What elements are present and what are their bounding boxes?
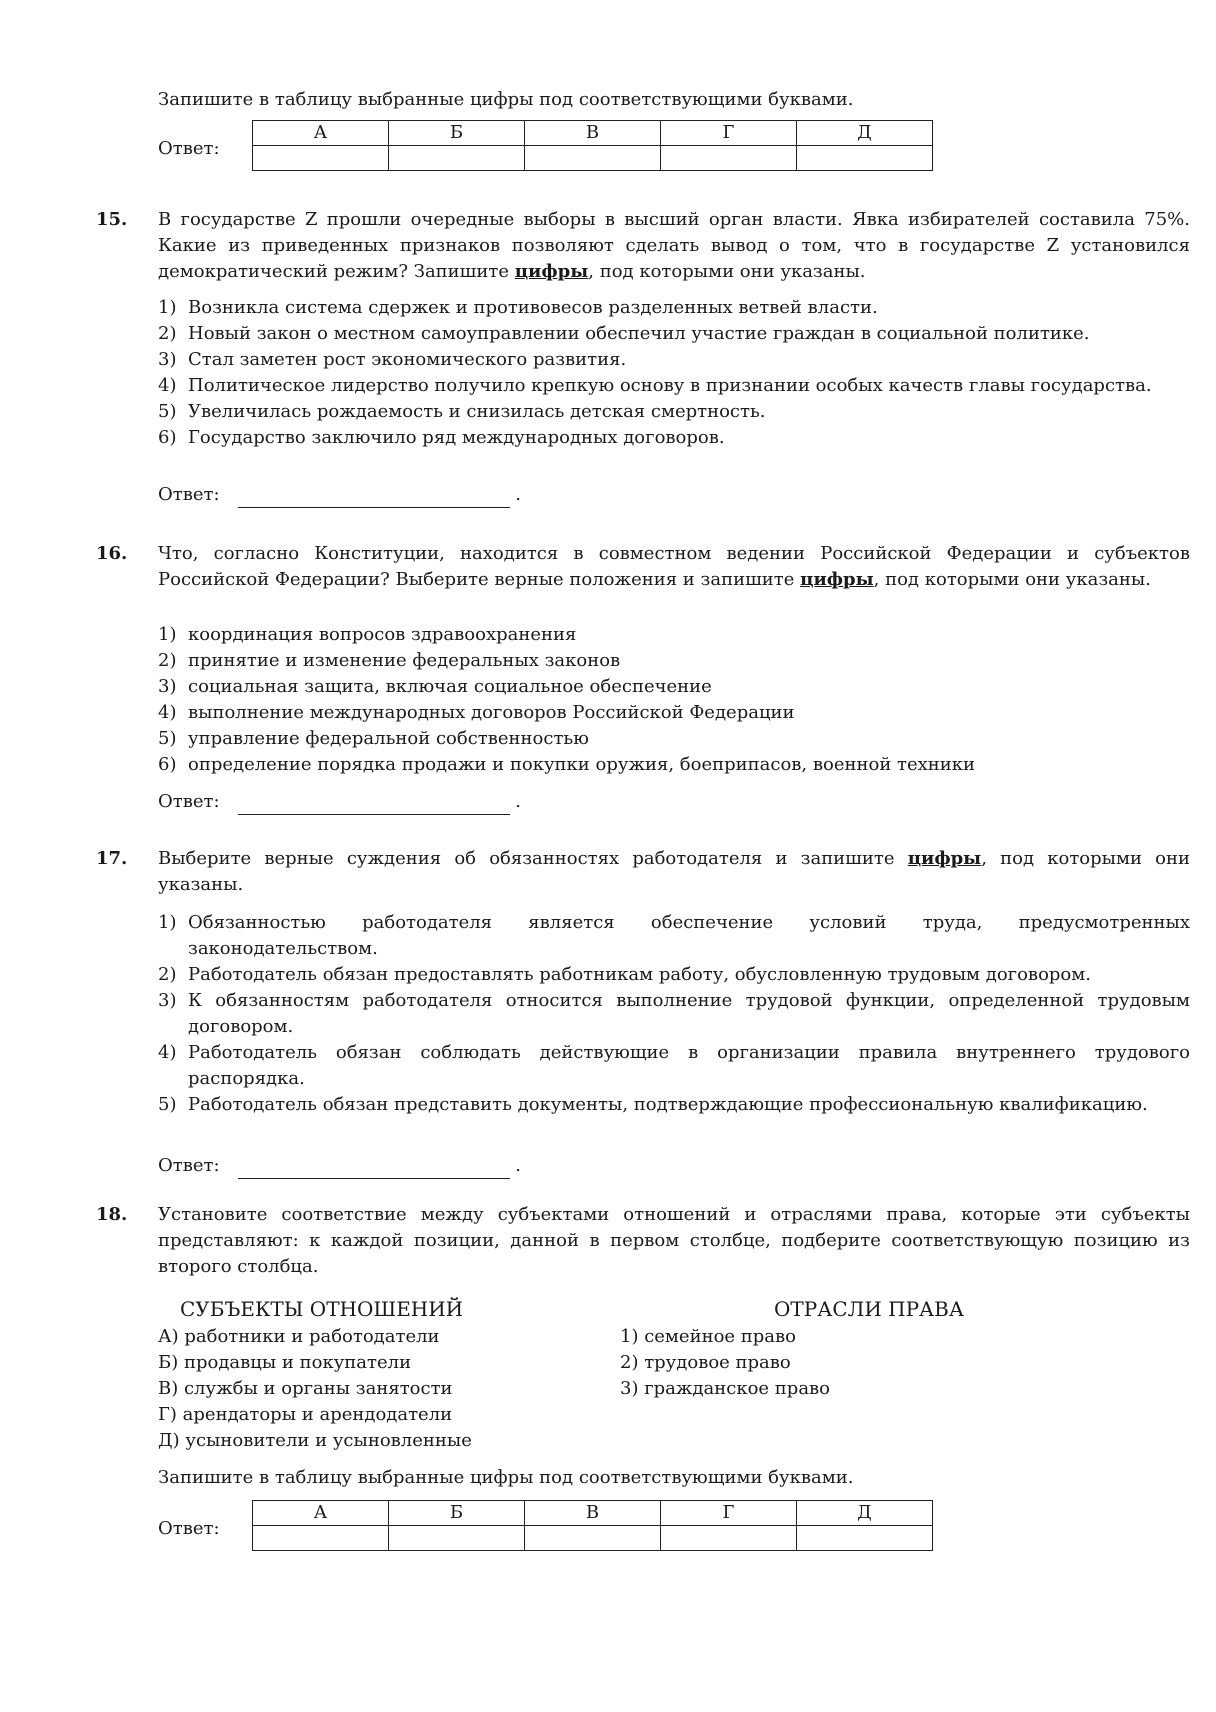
- left-column-item: А) работники и работодатели: [158, 1326, 440, 1347]
- question-emphasis: цифры: [907, 848, 982, 869]
- answer-cell[interactable]: [797, 146, 933, 171]
- option-number: 5): [158, 728, 177, 749]
- option-text: определение порядка продажи и покупки оружия, боеприпасов, военной техники: [188, 754, 976, 775]
- answer-dot: .: [515, 791, 521, 812]
- answer-label-top: Ответ:: [158, 138, 220, 159]
- option-text: Возникла система сдержек и противовесов разделенных ветвей власти.: [188, 297, 878, 318]
- letter-cell: Г: [661, 121, 797, 146]
- option-item: [158, 648, 1190, 674]
- option-item: [158, 674, 1190, 700]
- option-item: [158, 399, 1190, 425]
- option-item: [158, 700, 1190, 726]
- options-list-15: [158, 295, 1190, 451]
- answer-cell[interactable]: [389, 146, 525, 171]
- right-column-item: 2) трудовое право: [620, 1352, 791, 1373]
- letter-cell: В: [525, 1501, 661, 1526]
- option-text: Новый закон о местном самоуправлении обеспечил участие граждан в социальной политике.: [188, 323, 1090, 344]
- option-number: 3): [158, 349, 177, 370]
- option-number: 4): [158, 1042, 177, 1063]
- question-emphasis: цифры: [514, 261, 589, 282]
- option-number: 2): [158, 650, 177, 671]
- option-item: [158, 726, 1190, 752]
- letter-cell: Б: [389, 1501, 525, 1526]
- answer-cell[interactable]: [389, 1526, 525, 1551]
- left-column-heading: СУБЪЕКТЫ ОТНОШЕНИЙ: [180, 1297, 464, 1321]
- answer-label: Ответ:: [158, 791, 220, 812]
- option-item: [158, 1092, 1190, 1118]
- option-text: принятие и изменение федеральных законов: [188, 650, 621, 671]
- option-number: 6): [158, 427, 177, 448]
- option-number: 4): [158, 702, 177, 723]
- option-item: [158, 910, 1190, 962]
- answer-line-15[interactable]: [238, 487, 510, 508]
- letter-cell: А: [253, 1501, 389, 1526]
- option-number: 5): [158, 1094, 177, 1115]
- option-text: Работодатель обязан соблюдать действующие в организации правила внутреннего трудового распорядка.: [188, 1042, 1190, 1089]
- question-number-16: 16.: [96, 543, 128, 564]
- answer-line-16[interactable]: [238, 794, 510, 815]
- answer-table-bottom: [252, 1500, 933, 1551]
- left-column-item: В) службы и органы занятости: [158, 1378, 453, 1399]
- option-item: [158, 373, 1190, 399]
- option-text: социальная защита, включая социальное обеспечение: [188, 676, 712, 697]
- answer-row-15: [158, 482, 521, 508]
- option-item: [158, 622, 1190, 648]
- question-text-part: , под которыми они указаны.: [588, 261, 866, 282]
- option-text: Работодатель обязан предоставлять работникам работу, обусловленную трудовым договором.: [188, 964, 1091, 985]
- option-number: 1): [158, 912, 177, 933]
- option-item: [158, 1040, 1190, 1092]
- answer-cell[interactable]: [661, 146, 797, 171]
- answer-cell[interactable]: [525, 1526, 661, 1551]
- question-text-part: , под которыми они указаны.: [873, 569, 1151, 590]
- answer-line-17[interactable]: [238, 1158, 510, 1179]
- option-item: [158, 321, 1190, 347]
- options-list-17: [158, 910, 1190, 1118]
- table-instruction-bottom: Запишите в таблицу выбранные цифры под соответствующими буквами.: [158, 1467, 854, 1488]
- option-number: 3): [158, 676, 177, 697]
- answer-label-bottom: Ответ:: [158, 1518, 220, 1539]
- option-text: выполнение международных договоров Российской Федерации: [188, 702, 795, 723]
- option-text: Стал заметен рост экономического развития.: [188, 349, 627, 370]
- left-column-item: Г) арендаторы и арендодатели: [158, 1404, 453, 1425]
- letter-cell: В: [525, 121, 661, 146]
- question-number-15: 15.: [96, 209, 128, 230]
- option-number: 4): [158, 375, 177, 396]
- option-text: Работодатель обязан представить документы, подтверждающие профессиональную квалификацию.: [188, 1094, 1148, 1115]
- option-number: 2): [158, 964, 177, 985]
- letter-cell: А: [253, 121, 389, 146]
- letter-cell: Д: [797, 121, 933, 146]
- left-column-list: [158, 1324, 658, 1454]
- answer-cell[interactable]: [661, 1526, 797, 1551]
- left-column-item: Б) продавцы и покупатели: [158, 1352, 412, 1373]
- option-item: [158, 347, 1190, 373]
- option-item: [158, 425, 1190, 451]
- option-number: 3): [158, 990, 177, 1011]
- question-text-part: Выберите верные суждения об обязанностях работодателя и запишите: [158, 848, 908, 869]
- question-text-part: , под которыми они указаны.: [158, 848, 1190, 895]
- option-item: [158, 295, 1190, 321]
- question-number-17: 17.: [96, 848, 128, 869]
- option-text: К обязанностям работодателя относится выполнение трудовой функции, определенной трудовым договором.: [188, 990, 1190, 1037]
- option-text: Увеличилась рождаемость и снизилась детская смертность.: [188, 401, 766, 422]
- option-number: 1): [158, 624, 177, 645]
- question-text-15: [158, 207, 1190, 285]
- table-instruction-top: Запишите в таблицу выбранные цифры под соответствующими буквами.: [158, 89, 854, 110]
- answer-label: Ответ:: [158, 484, 220, 505]
- option-number: 1): [158, 297, 177, 318]
- letter-cell: Г: [661, 1501, 797, 1526]
- question-emphasis: цифры: [800, 569, 874, 590]
- question-number-18: 18.: [96, 1204, 128, 1225]
- option-item: [158, 988, 1190, 1040]
- option-text: координация вопросов здравоохранения: [188, 624, 577, 645]
- answer-dot: .: [515, 1155, 521, 1176]
- right-column-item: 3) гражданское право: [620, 1378, 831, 1399]
- right-column-heading: ОТРАСЛИ ПРАВА: [774, 1297, 965, 1321]
- letter-cell: Б: [389, 121, 525, 146]
- question-text-16: [158, 541, 1190, 593]
- answer-row-17: [158, 1153, 521, 1179]
- question-text-18: Установите соответствие между субъектами отношений и отраслями права, которые эти субъекты представляют: к каждой позиции, данной в первом столбце, подберите соответствующую позицию из второго столбца.: [158, 1204, 1190, 1277]
- option-text: управление федеральной собственностью: [188, 728, 589, 749]
- answer-row-16: [158, 789, 521, 815]
- options-list-16: [158, 622, 1190, 778]
- left-column-item: Д) усыновители и усыновленные: [158, 1430, 472, 1451]
- answer-cell[interactable]: [253, 1526, 389, 1551]
- answer-table-top: [252, 120, 933, 171]
- option-text: Обязанностью работодателя является обеспечение условий труда, предусмотренных законодательством.: [188, 912, 1190, 959]
- option-text: Государство заключило ряд международных договоров.: [188, 427, 725, 448]
- question-text-part: Что, согласно Конституции, находится в совместном ведении Российской Федерации и субъектов Российской Федерации? Выберите верные положения и запишите: [158, 543, 1190, 590]
- option-item: [158, 752, 1190, 778]
- answer-cell[interactable]: [253, 146, 389, 171]
- letter-cell: Д: [797, 1501, 933, 1526]
- option-text: Политическое лидерство получило крепкую основу в признании особых качеств главы государства.: [188, 375, 1152, 396]
- option-item: [158, 962, 1190, 988]
- question-text-17: [158, 846, 1190, 898]
- option-number: 5): [158, 401, 177, 422]
- answer-dot: .: [515, 484, 521, 505]
- answer-cell[interactable]: [797, 1526, 933, 1551]
- option-number: 2): [158, 323, 177, 344]
- question-text-part: В государстве Z прошли очередные выборы в высший орган власти. Явка избирателей составила 75%. Какие из приведенных признаков позволяют сделать вывод о том, что в государстве Z установился демократический режим? Запишите: [158, 209, 1190, 282]
- option-number: 6): [158, 754, 177, 775]
- answer-label: Ответ:: [158, 1155, 220, 1176]
- right-column-item: 1) семейное право: [620, 1326, 797, 1347]
- answer-cell[interactable]: [525, 146, 661, 171]
- right-column-list: [620, 1324, 1120, 1402]
